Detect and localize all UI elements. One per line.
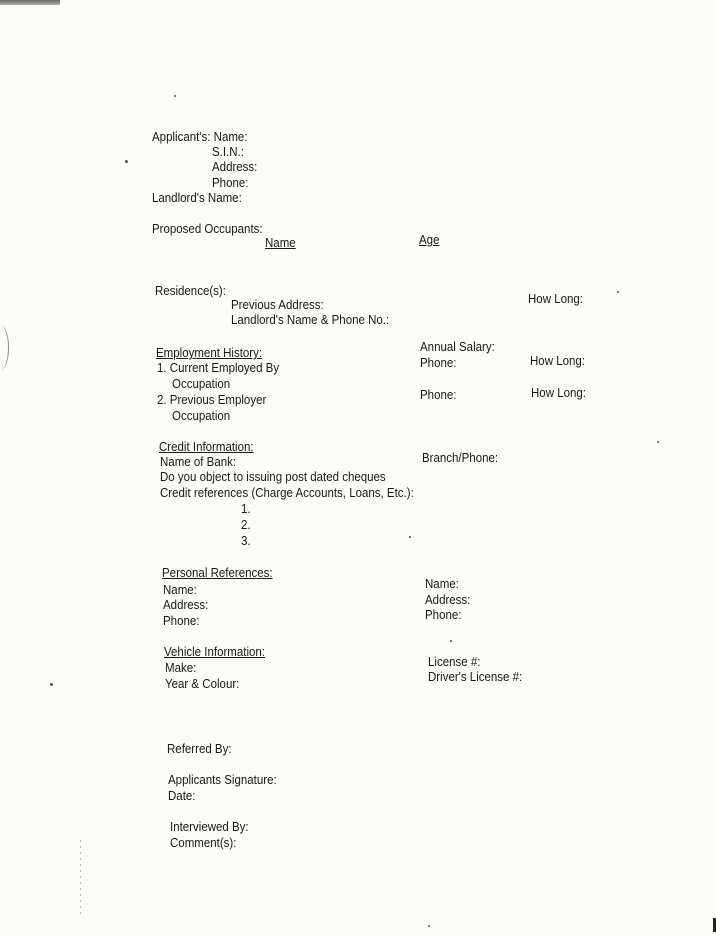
reference-name-label: Name: <box>163 583 197 597</box>
scan-hole-mark <box>0 325 9 370</box>
signature-date-label: Date: <box>168 789 196 803</box>
speck <box>125 160 128 163</box>
applicant-address-label: Address: <box>212 160 258 174</box>
branch-phone-label: Branch/Phone: <box>422 451 499 465</box>
bank-name-label: Name of Bank: <box>160 455 237 469</box>
speck <box>50 683 53 686</box>
personal-references-heading: Personal References: <box>162 566 273 580</box>
current-occupation-label: Occupation <box>172 377 231 391</box>
vehicle-information-heading: Vehicle Information: <box>164 645 266 659</box>
speck <box>174 95 176 97</box>
applicant-signature-label: Applicants Signature: <box>168 773 277 787</box>
post-dated-cheques-question: Do you object to issuing post dated cheques <box>160 470 386 484</box>
occupant-name-column: Name <box>265 236 296 250</box>
residence-how-long-label: How Long: <box>528 292 583 306</box>
applicant-name-label: Applicant's: Name: <box>152 130 248 144</box>
speck <box>428 925 430 927</box>
previous-occupation-label: Occupation <box>172 409 231 423</box>
previous-address-label: Previous Address: <box>231 298 324 312</box>
reference-address-label: Address: <box>163 598 209 612</box>
speck <box>409 536 411 538</box>
vehicle-make-label: Make: <box>165 661 197 675</box>
previous-employer-label: 2. Previous Employer <box>157 393 267 407</box>
scan-margin-ticks <box>80 840 81 915</box>
residence-heading: Residence(s): <box>155 284 226 298</box>
credit-reference-2: 2. <box>241 518 251 532</box>
current-employer-phone-label: Phone: <box>420 356 457 370</box>
interviewed-by-label: Interviewed By: <box>170 820 249 834</box>
speck <box>450 640 452 642</box>
credit-references-label: Credit references (Charge Accounts, Loans, Etc.): <box>160 486 414 500</box>
previous-how-long-label: How Long: <box>531 386 586 400</box>
current-employer-label: 1. Current Employed By <box>157 361 280 375</box>
sin-label: S.I.N.: <box>212 145 244 159</box>
credit-reference-3: 3. <box>241 534 251 548</box>
speck <box>617 291 619 293</box>
annual-salary-label: Annual Salary: <box>420 340 495 354</box>
current-how-long-label: How Long: <box>530 354 585 368</box>
reference2-address-label: Address: <box>425 593 471 607</box>
reference-phone-label: Phone: <box>163 614 200 628</box>
reference2-phone-label: Phone: <box>425 608 462 622</box>
drivers-license-label: Driver's License #: <box>428 670 523 684</box>
license-plate-label: License #: <box>428 655 481 669</box>
proposed-occupants-heading: Proposed Occupants: <box>152 222 263 236</box>
occupant-age-column: Age <box>419 233 440 247</box>
comments-label: Comment(s): <box>170 836 237 850</box>
referred-by-label: Referred By: <box>167 742 232 756</box>
credit-reference-1: 1. <box>241 502 251 516</box>
previous-employer-phone-label: Phone: <box>420 388 457 402</box>
landlord-name-label: Landlord's Name: <box>152 191 242 205</box>
reference2-name-label: Name: <box>425 577 459 591</box>
scan-edge-mark <box>0 0 60 5</box>
vehicle-year-colour-label: Year & Colour: <box>165 677 240 691</box>
credit-information-heading: Credit Information: <box>159 440 254 454</box>
landlord-name-phone-label: Landlord's Name & Phone No.: <box>231 313 390 327</box>
employment-history-heading: Employment History: <box>156 346 263 360</box>
applicant-phone-label: Phone: <box>212 176 249 190</box>
speck <box>657 441 659 443</box>
